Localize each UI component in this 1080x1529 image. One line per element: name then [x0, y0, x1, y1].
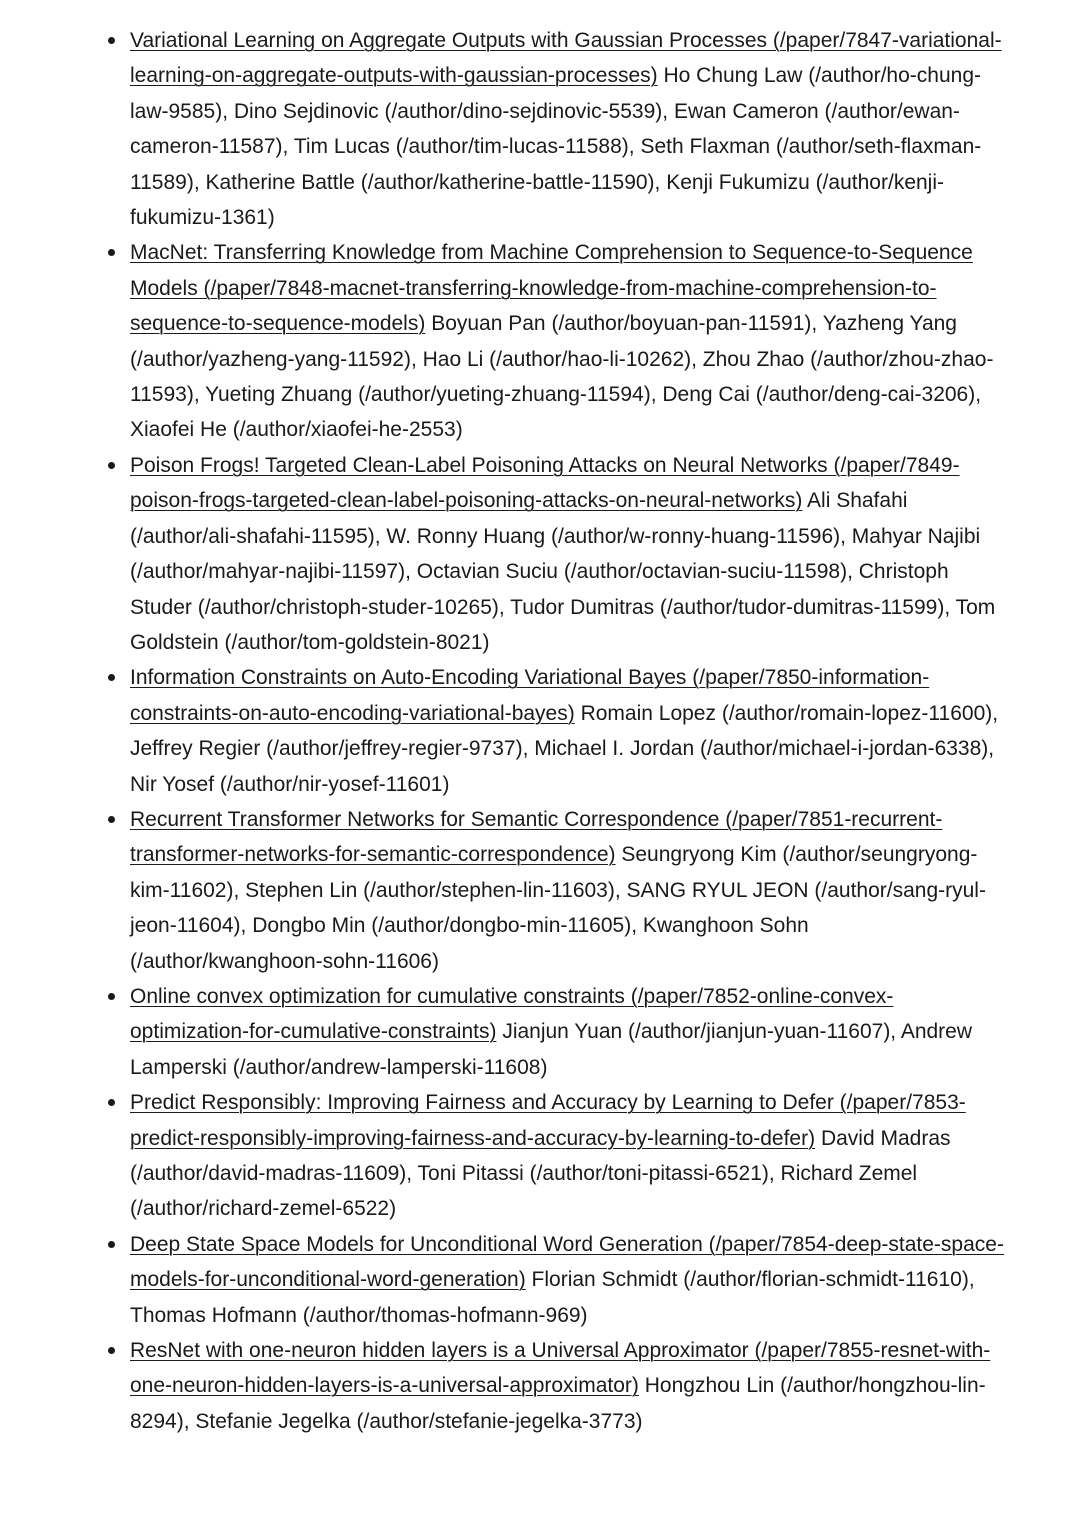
bullet-icon	[108, 816, 115, 823]
bullet-icon	[108, 993, 115, 1000]
paper-authors: Jianjun Yuan (/author/jianjun-yuan-11607), Andrew Lamperski (/author/andrew-lamperski-11608)	[130, 1020, 973, 1079]
paper-title-link[interactable]: Poison Frogs! Targeted Clean-Label Poisoning Attacks on Neural Networks (/paper/7849-poison-frogs-targeted-clean-label-poisoning-attacks-on-neural-networks)	[130, 453, 960, 513]
paper-list-item	[130, 660, 1005, 802]
paper-authors: Ho Chung Law (/author/ho-chung-law-9585), Dino Sejdinovic (/author/dino-sejdinovic-5539), Ewan Cameron (/author/ewan-cameron-11587), Tim Lucas (/author/tim-lucas-11588), Seth Flaxman (/author/seth-flaxman-11589), Katherine Battle (/author/katherine-battle-11590), Kenji Fukumizu (/author/kenji-fukumizu-1361)	[130, 64, 982, 230]
paper-list-item	[130, 448, 1005, 660]
paper-title-link[interactable]: Variational Learning on Aggregate Outputs with Gaussian Processes (/paper/7847-variational-learning-on-aggregate-outputs-with-gaussian-processes)	[130, 29, 1002, 88]
bullet-icon	[108, 1241, 115, 1248]
paper-list-item	[130, 23, 1005, 235]
paper-list-item	[130, 802, 1005, 979]
bullet-icon	[108, 462, 115, 469]
paper-list-item	[130, 979, 1005, 1085]
paper-authors: Seungryong Kim (/author/seungryong-kim-11602), Stephen Lin (/author/stephen-lin-11603), SANG RYUL JEON (/author/sang-ryul-jeon-11604), Dongbo Min (/author/dongbo-min-11605), Kwanghoon Sohn (/author/kwanghoon-sohn-11606)	[130, 843, 986, 973]
paper-title-link[interactable]: Online convex optimization for cumulative constraints (/paper/7852-online-convex-optimization-for-cumulative-constraints)	[130, 984, 894, 1044]
paper-authors: Ali Shafahi (/author/ali-shafahi-11595), W. Ronny Huang (/author/w-ronny-huang-11596), Mahyar Najibi (/author/mahyar-najibi-11597), Octavian Suciu (/author/octavian-suciu-11598), Christoph Studer (/author/christoph-studer-10265), Tudor Dumitras (/author/tudor-dumitras-11599), Tom Goldstein (/author/tom-goldstein-8021)	[130, 489, 996, 654]
paper-list-item	[130, 1227, 1005, 1333]
paper-authors: Romain Lopez (/author/romain-lopez-11600), Jeffrey Regier (/author/jeffrey-regier-9737), Michael I. Jordan (/author/michael-i-jordan-6338), Nir Yosef (/author/nir-yosef-11601)	[130, 701, 999, 796]
bullet-icon	[108, 1099, 115, 1106]
paper-title-link[interactable]: Deep State Space Models for Unconditional Word Generation (/paper/7854-deep-state-space-models-for-unconditional-word-generation)	[130, 1232, 1004, 1292]
paper-title-link[interactable]: Information Constraints on Auto-Encoding Variational Bayes (/paper/7850-information-constraints-on-auto-encoding-variational-bayes)	[130, 666, 930, 725]
paper-authors: Hongzhou Lin (/author/hongzhou-lin-8294), Stefanie Jegelka (/author/stefanie-jegelka-3773)	[130, 1374, 986, 1433]
paper-authors: Boyuan Pan (/author/boyuan-pan-11591), Yazheng Yang (/author/yazheng-yang-11592), Hao Li (/author/hao-li-10262), Zhou Zhao (/author/zhou-zhao-11593), Yueting Zhuang (/author/yueting-zhuang-11594), Deng Cai (/author/deng-cai-3206), Xiaofei He (/author/xiaofei-he-2553)	[130, 312, 994, 442]
paper-list-item	[130, 1333, 1005, 1439]
paper-title-link[interactable]: ResNet with one-neuron hidden layers is a Universal Approximator (/paper/7855-resnet-with-one-neuron-hidden-layers-is-a-universal-approximator)	[130, 1339, 991, 1398]
paper-title-link[interactable]: Predict Responsibly: Improving Fairness and Accuracy by Learning to Defer (/paper/7853-predict-responsibly-improving-fairness-and-accuracy-by-learning-to-defer)	[130, 1091, 966, 1150]
bullet-icon	[108, 1347, 115, 1354]
paper-list-item	[130, 1085, 1005, 1227]
paper-title-link[interactable]: Recurrent Transformer Networks for Semantic Correspondence (/paper/7851-recurrent-transformer-networks-for-semantic-correspondence)	[130, 807, 943, 867]
paper-list	[130, 23, 1005, 1439]
bullet-icon	[108, 249, 115, 256]
bullet-icon	[108, 674, 115, 681]
paper-title-link[interactable]: MacNet: Transferring Knowledge from Machine Comprehension to Sequence-to-Sequence Models (/paper/7848-macnet-transferring-knowledge-from-machine-comprehension-to-sequence-to-sequence-models)	[130, 241, 973, 336]
paper-authors: David Madras (/author/david-madras-11609), Toni Pitassi (/author/toni-pitassi-6521), Richard Zemel (/author/richard-zemel-6522)	[130, 1126, 951, 1221]
bullet-icon	[108, 37, 115, 44]
paper-authors: Florian Schmidt (/author/florian-schmidt-11610), Thomas Hofmann (/author/thomas-hofmann-969)	[130, 1268, 975, 1327]
paper-list-item	[130, 235, 1005, 447]
